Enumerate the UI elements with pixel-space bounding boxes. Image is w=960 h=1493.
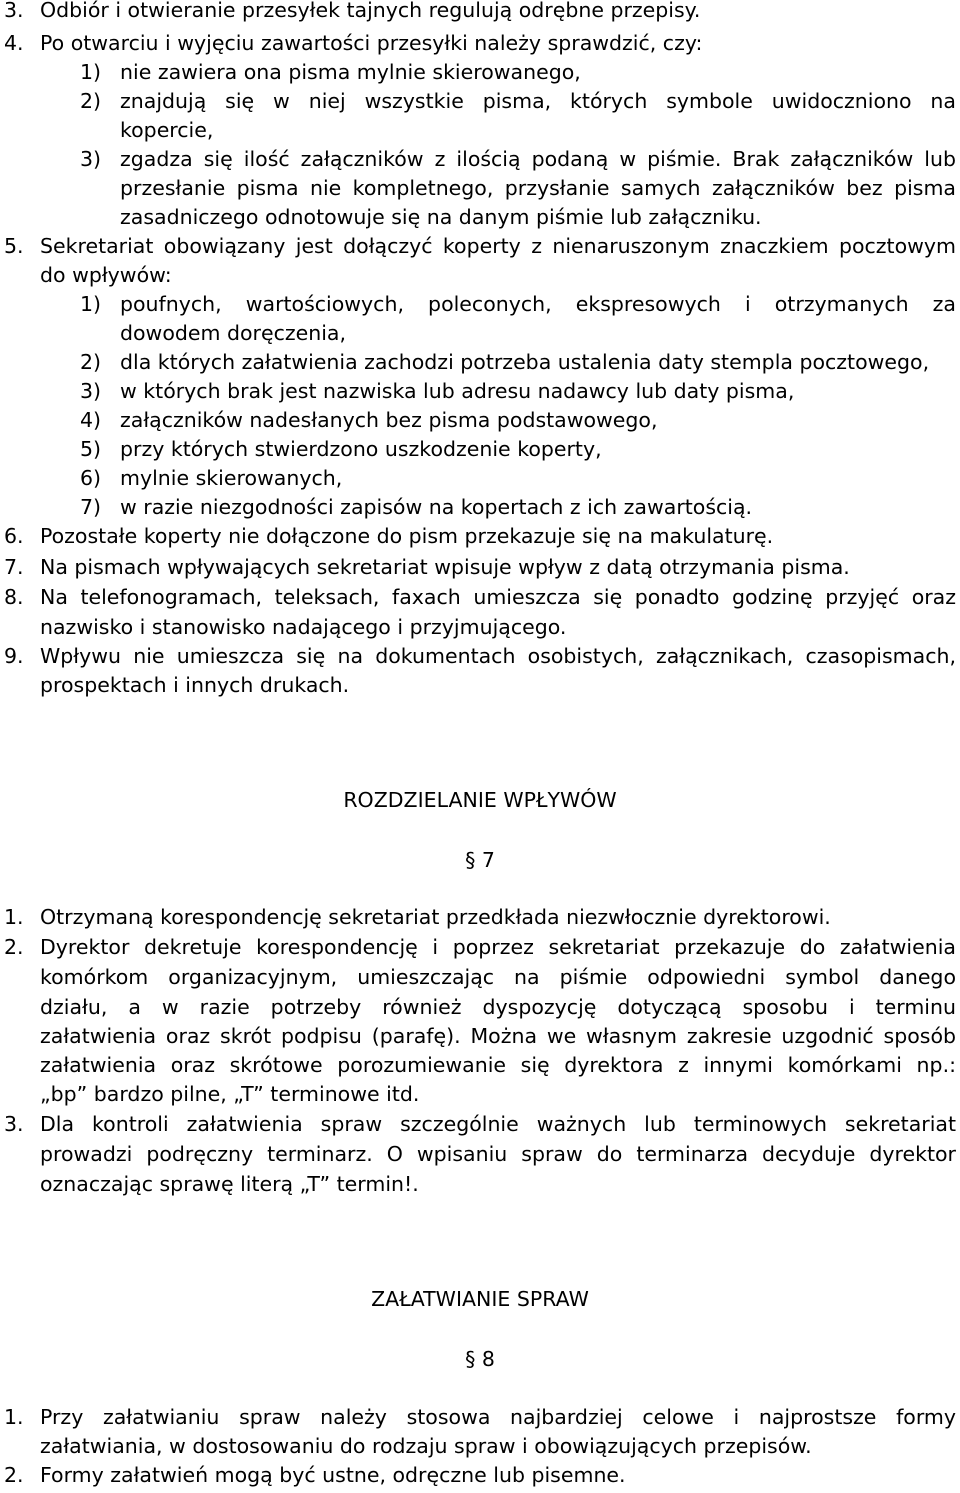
list-item-text: komórkom organizacyjnym, umieszczając na piśmie odpowiedni symbol danego (40, 965, 956, 989)
list-item-text: załatwienia oraz skrótowe porozumiewanie się dyrektora z innymi komórkami np.: (40, 1053, 956, 1077)
paragraph-number: § 7 (465, 848, 495, 872)
list-item-text: Wpływu nie umieszcza się na dokumentach osobistych, załącznikach, czasopismach, (40, 644, 956, 668)
sublist-number: 4) (80, 408, 102, 432)
sublist-text: nie zawiera ona pisma mylnie skierowanego, (120, 60, 581, 84)
sublist-text: w których brak jest nazwiska lub adresu nadawcy lub daty pisma, (120, 379, 795, 403)
list-item-text: prospektach i innych drukach. (40, 673, 350, 697)
list-number: 7. (4, 555, 24, 579)
list-item-text: do wpływów: (40, 263, 172, 287)
sublist-number: 5) (80, 437, 102, 461)
list-item-text: Po otwarciu i wyjęciu zawartości przesyłki należy sprawdzić, czy: (40, 31, 703, 55)
list-item-text: Na telefonogramach, teleksach, faxach umieszcza się ponadto godzinę przyjęć oraz (40, 585, 956, 609)
sublist-text: przesłanie pisma nie kompletnego, przysłanie samych załączników bez pisma (120, 176, 956, 200)
paragraph-number: § 8 (465, 1347, 495, 1371)
list-item-text: „bp” bardzo pilne, „T” terminowe itd. (40, 1082, 420, 1106)
list-item-text: Odbiór i otwieranie przesyłek tajnych regulują odrębne przepisy. (40, 0, 701, 22)
list-number: 1. (4, 1405, 24, 1429)
list-item-text: załatwienia oraz skrót podpisu (parafę). Można we własnym zakresie uzgodnić sposób (40, 1024, 956, 1048)
sublist-text: dla których załatwienia zachodzi potrzeba ustalenia daty stempla pocztowego, (120, 350, 930, 374)
sublist-text: znajdują się w niej wszystkie pisma, których symbole uwidoczniono na (120, 89, 956, 113)
sublist-text: załączników nadesłanych bez pisma podstawowego, (120, 408, 658, 432)
sublist-text: zgadza się ilość załączników z ilością podaną w piśmie. Brak załączników lub (120, 147, 956, 171)
list-item-text: oznaczając sprawę literą „T” termin!. (40, 1172, 419, 1196)
section-heading: ROZDZIELANIE WPŁYWÓW (343, 788, 617, 812)
list-number: 3. (4, 0, 24, 22)
list-item-text: Dyrektor dekretuje korespondencję i poprzez sekretariat przekazuje do załatwienia (40, 935, 956, 959)
sublist-number: 7) (80, 495, 102, 519)
list-item-text: Na pismach wpływających sekretariat wpisuje wpływ z datą otrzymania pisma. (40, 555, 850, 579)
sublist-text: poufnych, wartościowych, poleconych, ekspresowych i otrzymanych za (120, 292, 956, 316)
sublist-text: zasadniczego odnotowuje się na danym piśmie lub załączniku. (120, 205, 762, 229)
list-number: 3. (4, 1112, 24, 1136)
list-item-text: działu, a w razie potrzeby również dyspozycję dotyczącą sposobu i terminu (40, 995, 956, 1019)
list-number: 6. (4, 524, 24, 548)
sublist-text: dowodem doręczenia, (120, 321, 346, 345)
list-item-text: Sekretariat obowiązany jest dołączyć koperty z nienaruszonym znaczkiem pocztowym (40, 234, 956, 258)
list-number: 2. (4, 935, 24, 959)
sublist-number: 6) (80, 466, 102, 490)
list-number: 5. (4, 234, 24, 258)
list-item-text: Formy załatwień mogą być ustne, odręczne lub pisemne. (40, 1463, 626, 1487)
sublist-number: 2) (80, 350, 102, 374)
list-item-text: Przy załatwianiu spraw należy stosowa najbardziej celowe i najprostsze formy (40, 1405, 956, 1429)
sublist-number: 3) (80, 379, 102, 403)
list-item-text: załatwiania, w dostosowaniu do rodzaju spraw i obowiązujących przepisów. (40, 1434, 812, 1458)
sublist-number: 1) (80, 292, 102, 316)
list-item-text: prowadzi podręczny terminarz. O wpisaniu spraw do terminarza decyduje dyrektor (40, 1142, 956, 1166)
sublist-text: przy których stwierdzono uszkodzenie koperty, (120, 437, 602, 461)
section-heading: ZAŁATWIANIE SPRAW (371, 1287, 589, 1311)
list-number: 1. (4, 905, 24, 929)
list-number: 2. (4, 1463, 24, 1487)
list-item-text: Dla kontroli załatwienia spraw szczególnie ważnych lub terminowych sekretariat (40, 1112, 956, 1136)
sublist-text: mylnie skierowanych, (120, 466, 343, 490)
sublist-number: 3) (80, 147, 102, 171)
sublist-number: 2) (80, 89, 102, 113)
list-item-text: Pozostałe koperty nie dołączone do pism przekazuje się na makulaturę. (40, 524, 774, 548)
sublist-number: 1) (80, 60, 102, 84)
list-item-text: nazwisko i stanowisko nadającego i przyjmującego. (40, 615, 567, 639)
sublist-text: w razie niezgodności zapisów na kopertach z ich zawartością. (120, 495, 753, 519)
list-number: 4. (4, 31, 24, 55)
list-item-text: Otrzymaną korespondencję sekretariat przedkłada niezwłocznie dyrektorowi. (40, 905, 831, 929)
list-number: 9. (4, 644, 24, 668)
sublist-text: kopercie, (120, 118, 214, 142)
list-number: 8. (4, 585, 24, 609)
